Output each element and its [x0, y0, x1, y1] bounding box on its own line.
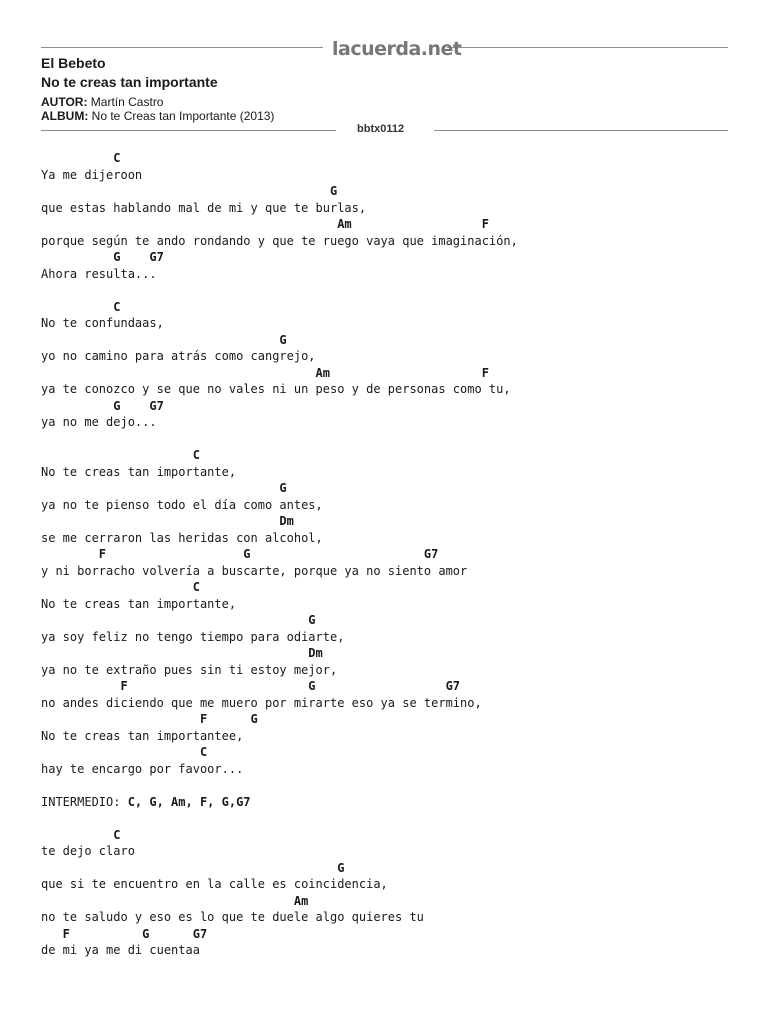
song-title: No te creas tan importante	[41, 74, 218, 90]
site-logo[interactable]: lacuerda.net	[332, 38, 462, 60]
lyric-line: de mi ya me di cuentaa	[41, 943, 200, 957]
lyric-line: que estas hablando mal de mi y que te burlas,	[41, 200, 367, 215]
chord-line: Am F	[41, 365, 489, 380]
lyric-line: no te saludo y eso es lo que te duele algo quieres tu	[41, 910, 424, 924]
chord-line: C	[41, 827, 121, 842]
blank-line	[41, 282, 518, 299]
lyric-line: Ya me dijeroon	[41, 167, 143, 182]
chord-line: G	[41, 860, 345, 875]
chord-line: C	[41, 299, 121, 314]
chord-line: G G7	[41, 250, 164, 264]
blank-line	[41, 810, 518, 827]
lyric-line: porque según te ando rondando y que te ruego vaya que imaginación,	[41, 233, 518, 248]
chord-line: G G7	[41, 398, 164, 413]
blank-line	[41, 431, 518, 448]
lyric-line: No te confundaas,	[41, 316, 164, 330]
lyric-line: ya no me dejo...	[41, 415, 157, 429]
author-line	[41, 95, 163, 109]
lyric-line: que si te encuentro en la calle es coincidencia,	[41, 877, 388, 891]
album-label: ALBUM:	[41, 109, 89, 123]
lyric-line: se me cerraron las heridas con alcohol,	[41, 530, 323, 545]
chord-line: Dm	[41, 514, 294, 528]
chord-line: F G	[41, 712, 258, 726]
chord-line: C	[41, 448, 200, 462]
chord-line: G	[41, 613, 316, 627]
author-value[interactable]: Martín Castro	[90, 95, 164, 109]
chord-line: G	[41, 481, 287, 495]
song-code: bbtx0112	[357, 123, 405, 135]
artist-name[interactable]: El Bebeto	[41, 55, 106, 71]
lyric-line: No te creas tan importante,	[41, 596, 237, 611]
chord-line: F G G7	[41, 547, 439, 561]
chord-line: C	[41, 580, 200, 594]
chord-line: Am	[41, 893, 309, 908]
lyric-line: ya no te pienso todo el día como antes,	[41, 497, 323, 512]
header-rule-left	[41, 47, 323, 48]
chord-line: G	[41, 332, 287, 347]
blank-line	[41, 777, 518, 794]
lyric-line: yo no camino para atrás como cangrejo,	[41, 349, 316, 363]
chord-sheet	[41, 150, 518, 959]
lyric-line: No te creas tan importantee,	[41, 728, 244, 743]
album-value[interactable]: No te Creas tan Importante (2013)	[91, 109, 275, 123]
chord-line: F G G7	[41, 926, 208, 941]
intermedio-chords: C, G, Am, F, G,G7	[120, 794, 251, 809]
chord-line: C	[41, 151, 121, 165]
lyric-line: no andes diciendo que me muero por mirarte eso ya se termino,	[41, 695, 482, 710]
chord-line: G	[41, 184, 338, 198]
album-line	[41, 109, 274, 123]
chord-line: C	[41, 745, 208, 759]
lyric-line: ya te conozco y se que no vales ni un peso y de personas como tu,	[41, 382, 511, 396]
lyric-line: No te creas tan importante,	[41, 464, 237, 479]
lyric-line: te dejo claro	[41, 844, 135, 858]
code-rule-left	[41, 130, 336, 131]
chord-line: Dm	[41, 646, 323, 660]
author-label: AUTOR:	[41, 95, 88, 109]
lyric-line: hay te encargo por favoor...	[41, 761, 244, 776]
lyric-line: ya soy feliz no tengo tiempo para odiarte,	[41, 629, 345, 644]
lyric-line: ya no te extraño pues sin ti estoy mejor,	[41, 662, 338, 677]
lyric-line: Ahora resulta...	[41, 266, 157, 281]
lyric-line: y ni borracho volvería a buscarte, porque ya no siento amor	[41, 563, 468, 578]
code-rule-right	[434, 130, 728, 131]
intermedio-line	[41, 794, 518, 811]
chord-line: Am F	[41, 217, 489, 231]
intermedio-label: INTERMEDIO:	[41, 794, 121, 809]
chord-line: F G G7	[41, 679, 461, 693]
header-rule-right	[447, 47, 728, 48]
